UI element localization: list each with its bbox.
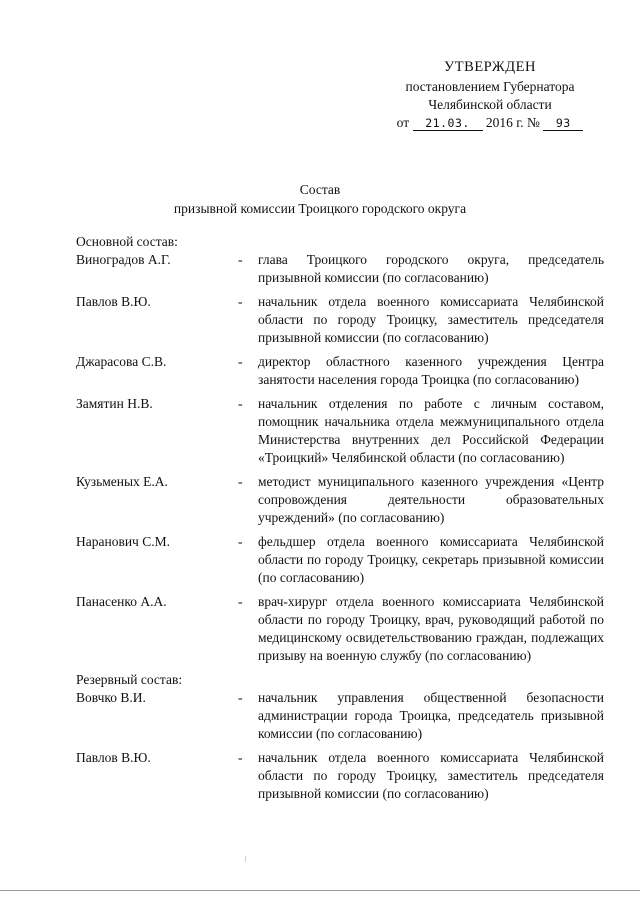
member-role: начальник отдела военного комиссариата Челябинской области по городу Троицку, заместитель председателя призывной комиссии (по согласованию) (258, 294, 604, 345)
year-text: 2016 г. № (485, 115, 540, 130)
member-dash: - (238, 594, 243, 609)
member-row (76, 251, 604, 287)
member-row (76, 533, 604, 587)
title-line-2: призывной комиссии Троицкого городского округа (173, 201, 467, 216)
member-row (76, 473, 604, 527)
member-row (76, 353, 604, 389)
member-row (76, 689, 604, 743)
member-name: Панасенко А.А. (76, 594, 167, 609)
scan-mark (245, 856, 246, 862)
approval-block (360, 58, 620, 132)
approval-line-1: постановлением Губернатора (405, 79, 575, 94)
member-row (76, 593, 604, 665)
member-dash: - (238, 474, 243, 489)
title-line-1: Состав (299, 182, 341, 197)
member-name: Павлов В.Ю. (76, 750, 151, 765)
reserve-section-label: Резервный состав: (76, 672, 183, 687)
member-name: Виноградов А.Г. (76, 252, 171, 267)
member-row (76, 293, 604, 347)
member-row (76, 749, 604, 803)
approval-date-line (360, 114, 620, 132)
member-role: методист муниципального казенного учреждения «Центр сопровождения деятельности образовательных учреждений» (по согласованию) (258, 474, 604, 525)
member-role: фельдшер отдела военного комиссариата Челябинской области по городу Троицку, секретарь призывной комиссии (по согласованию) (258, 534, 604, 585)
members-list (76, 233, 604, 809)
reserve-members (76, 689, 604, 803)
date-value: 21.03. (413, 116, 483, 131)
date-prefix: от (396, 115, 410, 130)
main-section-label: Основной состав: (76, 234, 178, 249)
member-dash: - (238, 294, 243, 309)
member-name: Павлов В.Ю. (76, 294, 151, 309)
member-role: начальник отделения по работе с личным составом, помощник начальника отдела межмуниципального отдела Министерства внутренних дел Российской Федерации «Троицкий» Челябинской области (по согласованию) (258, 396, 604, 465)
member-name: Замятин Н.В. (76, 396, 153, 411)
member-role: директор областного казенного учреждения Центра занятости населения города Троицка (по согласованию) (258, 354, 604, 387)
member-dash: - (238, 252, 243, 267)
decree-number: 93 (543, 116, 583, 131)
member-role: врач-хирург отдела военного комиссариата Челябинской области по городу Троицку, врач, руководящий работой по медицинскому освидетельствованию граждан, подлежащих призыву на военную службу (по согласованию) (258, 594, 604, 663)
member-role: начальник управления общественной безопасности администрации города Троицка, председатель призывной комиссии (по согласованию) (258, 690, 604, 741)
approval-title: УТВЕРЖДЕН (444, 59, 536, 75)
member-name: Наранович С.М. (76, 534, 170, 549)
member-role: глава Троицкого городского округа, председатель призывной комиссии (по согласованию) (258, 252, 604, 285)
member-dash: - (238, 690, 243, 705)
member-dash: - (238, 750, 243, 765)
page-bottom-edge (0, 890, 640, 891)
main-members (76, 251, 604, 665)
member-name: Джарасова С.В. (76, 354, 167, 369)
member-name: Вовчко В.И. (76, 690, 146, 705)
document-title (0, 180, 640, 218)
member-name: Кузьменых Е.А. (76, 474, 168, 489)
member-dash: - (238, 396, 243, 411)
approval-line-2: Челябинской области (428, 97, 552, 112)
member-role: начальник отдела военного комиссариата Челябинской области по городу Троицку, заместитель председателя призывной комиссии (по согласованию) (258, 750, 604, 801)
member-dash: - (238, 354, 243, 369)
member-row (76, 395, 604, 467)
member-dash: - (238, 534, 243, 549)
